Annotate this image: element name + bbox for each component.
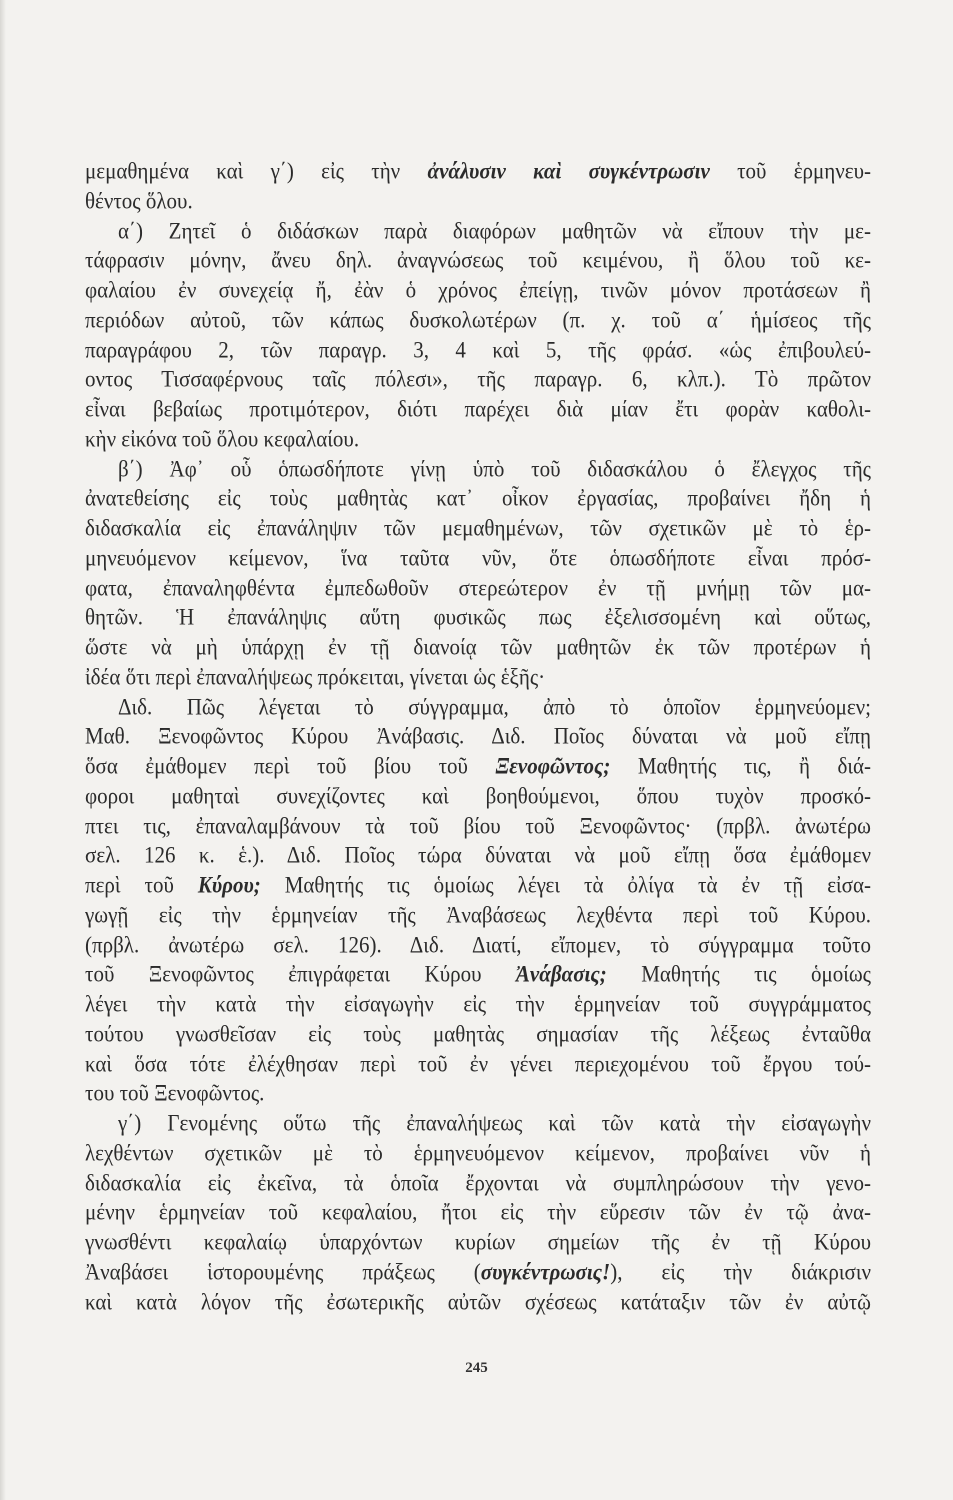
- text-segment: Μαθητής τις, ἢ διά-: [610, 752, 871, 779]
- text-segment: Μαθητής τις ὁμοίως λέγει τὰ ὀλίγα τὰ ἐν τῇ εἰσα-: [260, 871, 871, 898]
- text-line: [85, 840, 871, 872]
- text-line: [85, 632, 871, 664]
- page-edge-shadow: [0, 0, 6, 1500]
- text-segment: γ΄) Γενομένης οὕτω τῆς ἐπαναλήψεως καὶ τῶν κατὰ τὴν εἰσαγωγὴν: [118, 1109, 871, 1136]
- text-line: [85, 245, 871, 277]
- text-segment: γνωσθέντι κεφαλαίῳ ὑπαρχόντων κυρίων σημείων τῆς ἐν τῇ Κύρου: [85, 1228, 871, 1255]
- text-line: [85, 900, 871, 932]
- text-segment: γωγῇ εἰς τὴν ἑρμηνείαν τῆς Ἀναβάσεως λεχθέντα περὶ τοῦ Κύρου.: [85, 901, 871, 928]
- text-segment: Μαθ. Ξενοφῶντος Κύρου Ἀνάβασις. Διδ. Ποῖος δύναται νὰ μοῦ εἴπῃ: [85, 723, 871, 750]
- text-segment: του τοῦ Ξενοφῶντος.: [85, 1080, 265, 1107]
- page-number: 245: [465, 1360, 488, 1376]
- text-segment: κὴν εἰκόνα τοῦ ὅλου κεφαλαίου.: [85, 425, 360, 452]
- text-line: [85, 1078, 871, 1110]
- text-segment: φοροι μαθηταὶ συνεχίζοντες καὶ βοηθούμενοι, ὅπου τυχὸν προσκό-: [85, 782, 871, 809]
- text-segment: θέντος ὅλου.: [85, 187, 193, 214]
- text-segment: εἶναι βεβαίως προτιμότερον, διότι παρέχει διὰ μίαν ἔτι φορὰν καθολι-: [85, 395, 871, 422]
- text-line: [85, 870, 871, 902]
- text-line: [85, 275, 871, 307]
- text-segment: τάφρασιν μόνην, ἄνευ δηλ. ἀναγνώσεως τοῦ κειμένου, ἢ ὅλου τοῦ κε-: [85, 247, 871, 274]
- text-line: [85, 156, 871, 188]
- text-line: [85, 691, 871, 723]
- text-line: [85, 810, 871, 842]
- text-line: [85, 721, 871, 753]
- text-segment: λέγει τὴν κατὰ τὴν εἰσαγωγὴν εἰς τὴν ἑρμηνείαν τοῦ συγγράμματος: [85, 990, 871, 1017]
- text-line: [85, 1257, 871, 1289]
- text-segment: μένην ἑρμηνείαν τοῦ κεφαλαίου, ἤτοι εἰς τὴν εὕρεσιν τῶν ἐν τῷ ἀνα-: [85, 1199, 871, 1226]
- text-segment: περιόδων αὐτοῦ, τῶν κάπως δυσκολωτέρων (π. χ. τοῦ α΄ ἡμίσεος τῆς: [85, 306, 871, 333]
- emphasized-text: Κύρου;: [197, 871, 261, 898]
- text-segment: ἀνατεθείσης εἰς τοὺς μαθητὰς κατ᾿ οἶκον ἐργασίας, προβαίνει ἤδη ἡ: [85, 485, 871, 512]
- text-segment: παραγράφου 2, τῶν παραγρ. 3, 4 καὶ 5, τῆς φράσ. «ὡς ἐπιβουλεύ-: [85, 336, 871, 363]
- text-segment: ὅσα ἐμάθομεν περὶ τοῦ βίου τοῦ: [85, 752, 496, 779]
- text-line: [85, 424, 871, 456]
- emphasized-text: Ἀνάβασις;: [515, 961, 607, 988]
- emphasized-text: ἀνάλυσιν καὶ συγκέντρωσιν: [427, 157, 710, 184]
- text-segment: ἰδέα ὅτι περὶ ἐπαναλήψεως πρόκειται, γίνεται ὡς ἑξῆς·: [85, 663, 546, 690]
- text-line: [85, 602, 871, 634]
- text-line: [85, 1138, 871, 1170]
- text-line: [85, 394, 871, 426]
- text-segment: τοῦ ἑρμηνευ-: [709, 157, 871, 184]
- text-segment: λεχθέντων σχετικῶν μὲ τὸ ἑρμηνευόμενον κείμενον, προβαίνει νῦν ἡ: [85, 1139, 871, 1166]
- text-segment: φατα, ἐπαναληφθέντα ἐμπεδωθοῦν στερεώτερον ἐν τῇ μνήμῃ τῶν μα-: [85, 574, 871, 601]
- text-segment: περὶ τοῦ: [85, 871, 198, 898]
- text-segment: (πρβλ. ἀνωτέρω σελ. 126). Διδ. Διατί, εἴπομεν, τὸ σύγγραμμα τοῦτο: [85, 931, 871, 958]
- text-segment: οντος Τισσαφέρνους ταῖς πόλεσι», τῆς παραγρ. 6, κλπ.). Τὸ πρῶτον: [85, 366, 871, 393]
- emphasized-text: Ξενοφῶντος;: [495, 752, 611, 779]
- text-segment: Διδ. Πῶς λέγεται τὸ σύγγραμμα, ἀπὸ τὸ ὁποῖον ἑρμηνεύομεν;: [118, 693, 871, 720]
- text-line: [85, 215, 871, 247]
- text-line: [85, 543, 871, 575]
- text-segment: φαλαίου ἐν συνεχείᾳ ἤ, ἐὰν ὁ χρόνος ἐπείγῃ, τινῶν μόνον προτάσεων ἢ: [85, 276, 871, 303]
- text-segment: διδασκαλία εἰς ἐπανάληψιν τῶν μεμαθημένων, τῶν σχετικῶν μὲ τὸ ἑρ-: [85, 514, 871, 541]
- text-line: [85, 305, 871, 337]
- text-segment: σελ. 126 κ. ἑ.). Διδ. Ποῖος τώρα δύναται νὰ μοῦ εἴπῃ ὅσα ἐμάθομεν: [85, 842, 871, 869]
- text-segment: καὶ κατὰ λόγον τῆς ἐσωτερικῆς αὐτῶν σχέσεως κατάταξιν τῶν ἐν αὐτῷ: [85, 1288, 871, 1315]
- text-segment: μηνευόμενον κείμενον, ἵνα ταῦτα νῦν, ὅτε ὁπωσδήποτε εἶναι πρόσ-: [85, 544, 871, 571]
- text-segment: τούτου γνωσθεῖσαν εἰς τοὺς μαθητὰς σημασίαν τῆς λέξεως ἐνταῦθα: [85, 1020, 871, 1047]
- text-segment: τοῦ Ξενοφῶντος ἐπιγράφεται Κύρου: [85, 961, 516, 988]
- text-segment: Ἀναβάσει ἱστορουμένης πράξεως (: [85, 1258, 481, 1285]
- text-line: [85, 959, 871, 991]
- text-segment: Μαθητής τις ὁμοίως: [606, 961, 871, 988]
- text-segment: μεμαθημένα καὶ γ΄) εἰς τὴν: [85, 157, 428, 184]
- text-line: [85, 1197, 871, 1229]
- text-line: [85, 1227, 871, 1259]
- text-line: [85, 572, 871, 604]
- text-segment: καὶ ὅσα τότε ἐλέχθησαν περὶ τοῦ ἐν γένει περιεχομένου τοῦ ἔργου τού-: [85, 1050, 871, 1077]
- text-line: [85, 1167, 871, 1199]
- text-segment: ὥστε νὰ μὴ ὑπάρχῃ ἐν τῇ διανοίᾳ τῶν μαθητῶν ἐκ τῶν προτέρων ἡ: [85, 633, 871, 660]
- text-segment: α΄) Ζητεῖ ὁ διδάσκων παρὰ διαφόρων μαθητῶν νὰ εἴπουν τὴν με-: [118, 217, 871, 244]
- text-line: [85, 1048, 871, 1080]
- text-line: [85, 662, 871, 694]
- page-body-text: [85, 157, 871, 1317]
- text-line: [85, 929, 871, 961]
- text-line: [85, 483, 871, 515]
- text-line: [85, 1019, 871, 1051]
- text-line: [85, 781, 871, 813]
- text-line: [85, 453, 871, 485]
- text-line: [85, 751, 871, 783]
- text-segment: β΄) Ἀφ᾿ οὗ ὁπωσδήποτε γίνῃ ὑπὸ τοῦ διδασκάλου ὁ ἔλεγχος τῆς: [118, 455, 871, 482]
- text-segment: πτει τις, ἐπαναλαμβάνουν τὰ τοῦ βίου τοῦ Ξενοφῶντος· (πρβλ. ἀνωτέρω: [85, 812, 871, 839]
- text-line: [85, 513, 871, 545]
- text-segment: διδασκαλία εἰς ἐκεῖνα, τὰ ὁποῖα ἔρχονται νὰ συμπληρώσουν τὴν γενο-: [85, 1169, 871, 1196]
- text-line: [85, 1286, 871, 1318]
- text-line: [85, 186, 871, 218]
- text-line: [85, 989, 871, 1021]
- text-line: [85, 1108, 871, 1140]
- text-line: [85, 334, 871, 366]
- text-segment: θητῶν. Ἡ ἐπανάληψις αὕτη φυσικῶς πως ἐξελισσομένη καὶ οὕτως,: [85, 604, 871, 631]
- emphasized-text: συγκέντρωσις!: [480, 1258, 611, 1285]
- text-segment: ), εἰς τὴν διάκρισιν: [610, 1258, 871, 1285]
- text-line: [85, 364, 871, 396]
